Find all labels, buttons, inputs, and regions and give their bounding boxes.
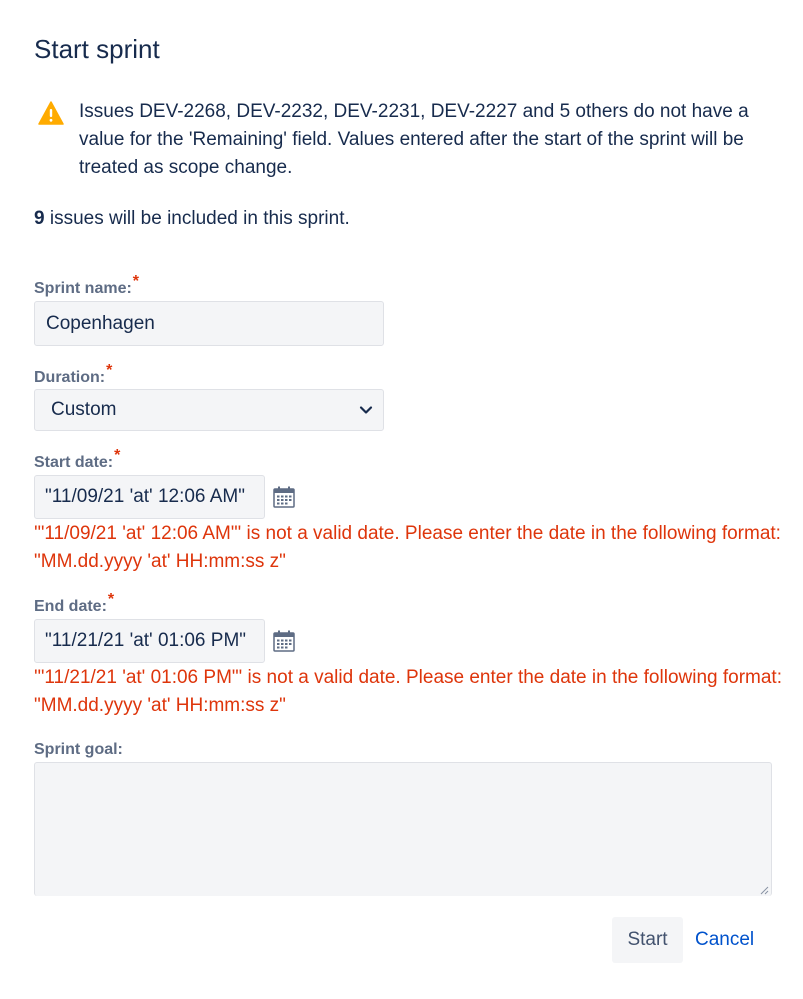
end-date-input[interactable]: "11/21/21 'at' 01:06 PM" bbox=[34, 619, 265, 663]
sprint-name-label: Sprint name:* bbox=[34, 273, 140, 297]
chevron-down-icon bbox=[359, 403, 373, 417]
end-date-error: '"11/21/21 'at' 01:06 PM"' is not a valid date. Please enter the date in the following format: "MM.dd.yyyy 'at' HH:mm:ss z" bbox=[34, 667, 782, 716]
required-marker: * bbox=[107, 591, 115, 608]
warning-icon bbox=[38, 101, 64, 125]
issue-count-text: issues will be included in this sprint. bbox=[44, 208, 350, 229]
sprint-goal-label: Sprint goal: bbox=[34, 741, 123, 758]
sprint-goal-textarea[interactable] bbox=[34, 762, 772, 896]
cancel-link[interactable]: Cancel bbox=[695, 929, 755, 950]
required-marker: * bbox=[106, 362, 113, 379]
required-marker: * bbox=[132, 273, 140, 290]
duration-label: Duration:* bbox=[34, 362, 113, 386]
start-date-input[interactable]: "11/09/21 'at' 12:06 AM" bbox=[34, 475, 265, 519]
required-marker: * bbox=[114, 447, 121, 464]
duration-selected-value: Custom bbox=[51, 399, 117, 420]
start-date-label: Start date:* bbox=[34, 447, 121, 471]
calendar-icon[interactable] bbox=[272, 485, 296, 509]
issue-count: 9 bbox=[34, 208, 45, 229]
start-button[interactable]: Start bbox=[612, 917, 683, 963]
dialog-title: Start sprint bbox=[34, 34, 160, 64]
resize-grip-icon[interactable] bbox=[760, 886, 769, 895]
calendar-icon[interactable] bbox=[272, 629, 296, 653]
end-date-label: End date:* bbox=[34, 591, 115, 615]
warning-text: Issues DEV-2268, DEV-2232, DEV-2231, DEV-2227 and 5 others do not have a value for the 'Remaining' field. Values entered after the start of the sprint will be treated as scope change. bbox=[79, 101, 749, 178]
start-date-error: '"11/09/21 'at' 12:06 AM"' is not a valid date. Please enter the date in the following format: "MM.dd.yyyy 'at' HH:mm:ss z" bbox=[34, 523, 781, 572]
duration-select[interactable] bbox=[34, 389, 384, 431]
sprint-name-input[interactable]: Copenhagen bbox=[34, 301, 384, 346]
issue-count-summary bbox=[34, 208, 350, 230]
